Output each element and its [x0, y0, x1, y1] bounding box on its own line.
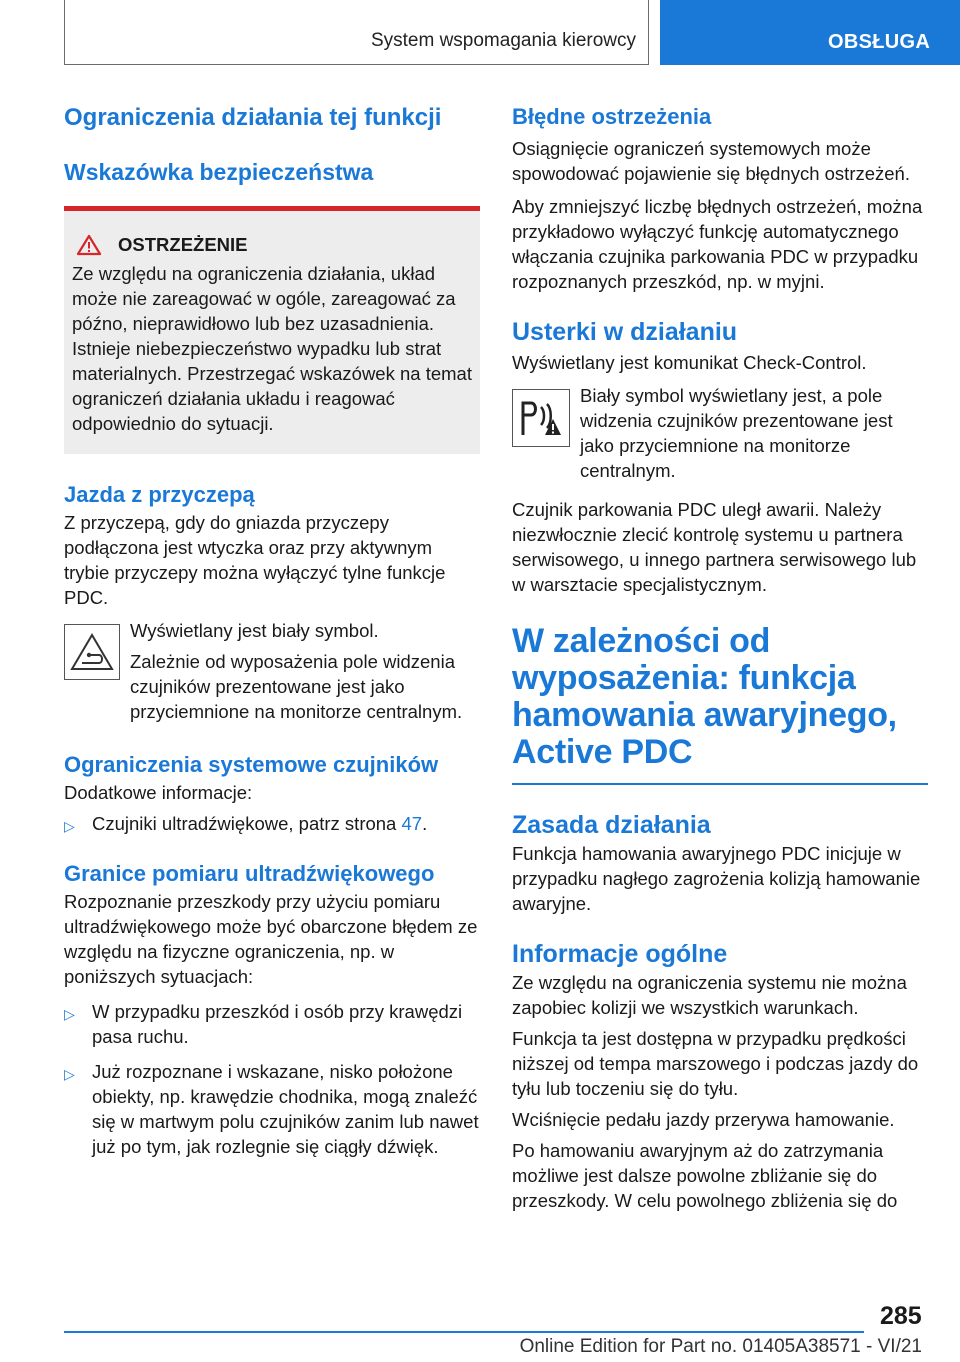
warning-label: OSTRZEŻENIE: [118, 234, 248, 255]
ultra-item-2: Już rozpoznane i wskazane, nisko położone obiekty, np. krawędzie chodnika, mogą znaleźć się w martwym polu czujników zanim lub nawet już po tym, jak rozlegnie się ciągły dźwięk.: [92, 1061, 479, 1157]
fault-p2: Czujnik parkowania PDC uległ awarii. Należy niezwłocznie zlecić kontrolę systemu u partnera serwisowego, u innego partnera serwisowego lub w warsztacie specjalistycznym.: [512, 499, 917, 595]
warning-box: [64, 206, 480, 454]
false-p1: Osiągnięcie ograniczeń systemowych może spowodować pojawienie się błędnych ostrzeżeń.: [512, 138, 910, 184]
trailer-warning-icon: [64, 624, 120, 680]
pdc-fault-icon: [512, 389, 570, 447]
general-p3: Wciśnięcie pedału jazdy przerywa hamowanie.: [512, 1109, 895, 1130]
general-p2: Funkcja ta jest dostępna w przypadku prędkości niższej od tempa marszowego i podczas jazdy do tyłu lub toczeniu się do tyłu.: [512, 1028, 919, 1099]
heading-false-warnings: Błędne ostrzeżenia: [512, 104, 712, 129]
page-link[interactable]: 47: [401, 813, 423, 834]
principle-text: Funkcja hamowania awaryjnego PDC inicjuje w przypadku nagłego zagrożenia kolizją hamowanie awaryjne.: [512, 843, 921, 914]
false-p2: Aby zmniejszyć liczbę błędnych ostrzeżeń, można przykładowo wyłączyć funkcję automatycznego włączania czujnika parkowania PDC w przypadku rozpoznanych przeszkód, np. w myjni.: [512, 196, 923, 292]
warning-header: [72, 233, 472, 257]
fault-icon-text: Biały symbol wyświetlany jest, a pole widzenia czujników prezentowane jest jako przyciemnione na monitorze centralnym.: [580, 385, 893, 481]
trailer-text: Z przyczepą, gdy do gniazda przyczepy podłączona jest wtyczka oraz przy aktywnym trybie przyczepy można wyłączyć tylne funkcje PDC.: [64, 512, 446, 608]
sensor-item-text: Czujniki ultradźwiękowe, patrz strona: [92, 813, 397, 834]
page-number: 285: [880, 1302, 922, 1330]
warning-text: Ze względu na ograniczenia działania, układ może nie zareagować w ogóle, zareagować za późno, nieprawidłowo lub bez uzasadnienia. Istnieje niebezpieczeństwo wypadku lub strat materialnych. Przestrzegać wskazówek na temat ograniczeń działania układu i reagować odpowiednio do sytuacji.: [72, 263, 472, 434]
heading-principle: Zasada działania: [512, 811, 711, 839]
heading-safety: Wskazówka bezpieczeństwa: [64, 159, 374, 185]
bullet-triangle-icon: ▷: [64, 818, 75, 834]
heading-faults: Usterki w działaniu: [512, 318, 738, 346]
trailer-icon-p1: Wyświetlany jest biały symbol.: [130, 620, 379, 641]
heading-general: Informacje ogólne: [512, 940, 728, 968]
header-tab-label: OBSŁUGA: [828, 31, 931, 53]
general-p1: Ze względu na ograniczenia systemu nie można zapobiec kolizji we wszystkich warunkach.: [512, 972, 907, 1018]
heading-sensor-limits: Ograniczenia systemowe czujników: [64, 752, 439, 777]
bullet-triangle-icon: ▷: [64, 1006, 75, 1022]
heading-ultrasonic: Granice pomiaru ultradźwiękowego: [64, 861, 435, 886]
ultra-item-1: W przypadku przeszkód i osób przy krawędzi pasa ruchu.: [92, 1001, 463, 1047]
header-section-title: System wspomagania kierowcy: [370, 30, 636, 51]
fault-p1: Wyświetlany jest komunikat Check-Control.: [512, 352, 867, 373]
list-item: [64, 811, 480, 839]
heading-divider: [512, 783, 928, 785]
fault-symbol-row: [512, 383, 928, 483]
trailer-symbol-row: [64, 618, 480, 724]
bullet-triangle-icon: ▷: [64, 1066, 75, 1082]
footer-edition: Online Edition for Part no. 01405A38571 - VI/21: [519, 1336, 922, 1357]
sensor-intro: Dodatkowe informacje:: [64, 782, 253, 803]
list-item: [64, 1059, 480, 1159]
header-section-box: [64, 0, 649, 65]
list-item: [64, 999, 480, 1049]
footer-divider: [64, 1331, 864, 1333]
heading-main: W zależności od wyposażenia: funkcja hamowania awaryjnego, Active PDC: [512, 622, 897, 771]
header-tab-obsluga[interactable]: [660, 0, 960, 65]
left-column: [64, 102, 480, 1159]
sensor-item-dot: .: [422, 813, 428, 834]
right-column: [512, 102, 928, 1213]
trailer-icon-p2: Zależnie od wyposażenia pole widzenia czujników prezentowane jest jako przyciemnione na monitorze centralnym.: [130, 651, 463, 722]
ultrasonic-text: Rozpoznanie przeszkody przy użyciu pomiaru ultradźwiękowego może być obarczone błędem ze względu na fizyczne ograniczenia, np. w poniższych sytuacjach:: [64, 891, 478, 987]
heading-trailer: Jazda z przyczepą: [64, 482, 255, 507]
general-p4: Po hamowaniu awaryjnym aż do zatrzymania możliwe jest dalsze powolne zbliżanie się do przeszkody. W celu powolnego zbliżenia się do: [512, 1140, 898, 1211]
heading-limits: Ograniczenia działania tej funkcji: [64, 104, 442, 131]
warning-triangle-icon: [76, 234, 102, 256]
